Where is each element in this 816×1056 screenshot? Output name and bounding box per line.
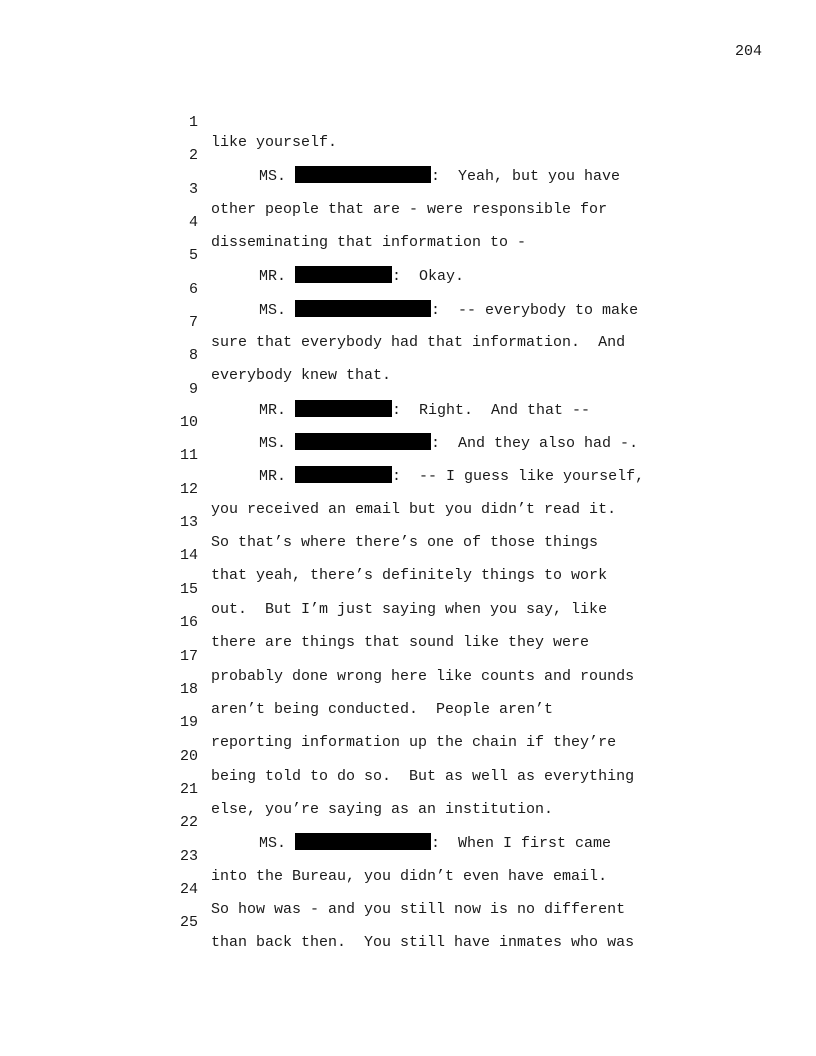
line-number: 3 — [188, 180, 198, 198]
line-text: disseminating that information to - — [211, 234, 527, 252]
transcript-body — [170, 93, 710, 952]
transcript-line — [170, 393, 710, 453]
line-number: 11 — [179, 447, 198, 465]
line-text: than back then. You still have inmates who was — [211, 934, 635, 952]
speaker-text: : And they also had -. — [431, 435, 639, 453]
transcript-line — [170, 593, 710, 652]
line-number: 6 — [188, 280, 198, 298]
line-text: there are things that sound like they were — [211, 634, 590, 652]
line-number: 23 — [179, 847, 198, 865]
line-number: 25 — [179, 914, 198, 932]
line-text: into the Bureau, you didn’t even have email. — [211, 867, 608, 885]
speaker-title: MS. — [259, 168, 287, 186]
transcript-line — [170, 426, 710, 486]
transcript-line — [170, 560, 710, 618]
line-number: 7 — [188, 314, 198, 332]
transcript-line — [170, 260, 710, 319]
line-text: you received an email but you didn’t read it. — [211, 500, 617, 518]
line-number: 1 — [188, 114, 198, 131]
speaker-title: MS. — [259, 435, 287, 453]
line-number: 24 — [179, 880, 198, 898]
transcript-line — [170, 493, 710, 552]
transcript-line — [170, 727, 710, 785]
line-number: 13 — [179, 514, 198, 532]
line-number: 19 — [179, 714, 198, 732]
line-number: 4 — [188, 214, 198, 232]
line-text: other people that are - were responsible for — [211, 200, 608, 218]
transcript-line — [170, 827, 710, 885]
speaker-text: : -- I guess like yourself, — [392, 468, 645, 486]
speaker-title: MS. — [259, 835, 287, 853]
speaker-text: : -- everybody to make — [431, 301, 639, 319]
transcript-line — [170, 126, 710, 186]
transcript-line — [170, 660, 710, 718]
line-number: 16 — [179, 614, 198, 632]
line-text: out. But I’m just saying when you say, like — [211, 600, 608, 618]
speaker-title: MR. — [259, 468, 287, 486]
transcript-line — [170, 326, 710, 385]
page-number: 204 — [734, 43, 762, 60]
transcript-line — [170, 627, 710, 685]
speaker-text: : Yeah, but you have — [431, 168, 621, 186]
line-number: 15 — [179, 580, 198, 598]
line-text: probably done wrong here like counts and rounds — [211, 667, 635, 685]
line-text: reporting information up the chain if they’re — [211, 734, 617, 752]
transcript-line — [170, 526, 710, 585]
line-number: 2 — [188, 147, 198, 165]
transcript-line — [170, 193, 710, 252]
line-text: So that’s where there’s one of those things — [211, 534, 599, 552]
line-text: else, you’re saying as an institution. — [211, 800, 554, 818]
transcript-line — [170, 860, 710, 918]
line-number: 21 — [179, 780, 198, 798]
speaker-text: : When I first came — [431, 835, 612, 853]
line-number: 18 — [179, 680, 198, 698]
line-number: 9 — [188, 380, 198, 398]
line-number: 14 — [179, 547, 198, 565]
transcript-line — [170, 93, 710, 151]
line-number: 5 — [188, 247, 198, 265]
line-text: being told to do so. But as well as everything — [211, 767, 635, 785]
speaker-title: MS. — [259, 301, 287, 319]
speaker-title: MR. — [259, 401, 287, 419]
transcript-line — [170, 160, 710, 218]
line-number: 22 — [179, 814, 198, 832]
speaker-text: : Okay. — [392, 268, 465, 286]
line-text: aren’t being conducted. People aren’t — [211, 700, 554, 718]
transcript-line — [170, 360, 710, 419]
line-text: like yourself. — [211, 134, 338, 151]
transcript-line — [170, 893, 710, 952]
line-text: that yeah, there’s definitely things to work — [211, 567, 608, 585]
line-number: 10 — [179, 414, 198, 432]
speaker-text: : Right. And that -- — [392, 401, 591, 419]
transcript-line — [170, 293, 710, 352]
line-number: 8 — [188, 347, 198, 365]
line-number: 12 — [179, 480, 198, 498]
line-text: sure that everybody had that information. And — [211, 334, 626, 352]
speaker-title: MR. — [259, 268, 287, 286]
line-text: everybody knew that. — [211, 367, 392, 385]
transcript-line — [170, 793, 710, 853]
transcript-line — [170, 460, 710, 518]
line-number: 17 — [179, 647, 198, 665]
transcript-line — [170, 693, 710, 752]
transcript-line — [170, 760, 710, 818]
transcript-line — [170, 226, 710, 286]
line-number: 20 — [179, 747, 198, 765]
line-text: So how was - and you still now is no different — [211, 900, 626, 918]
